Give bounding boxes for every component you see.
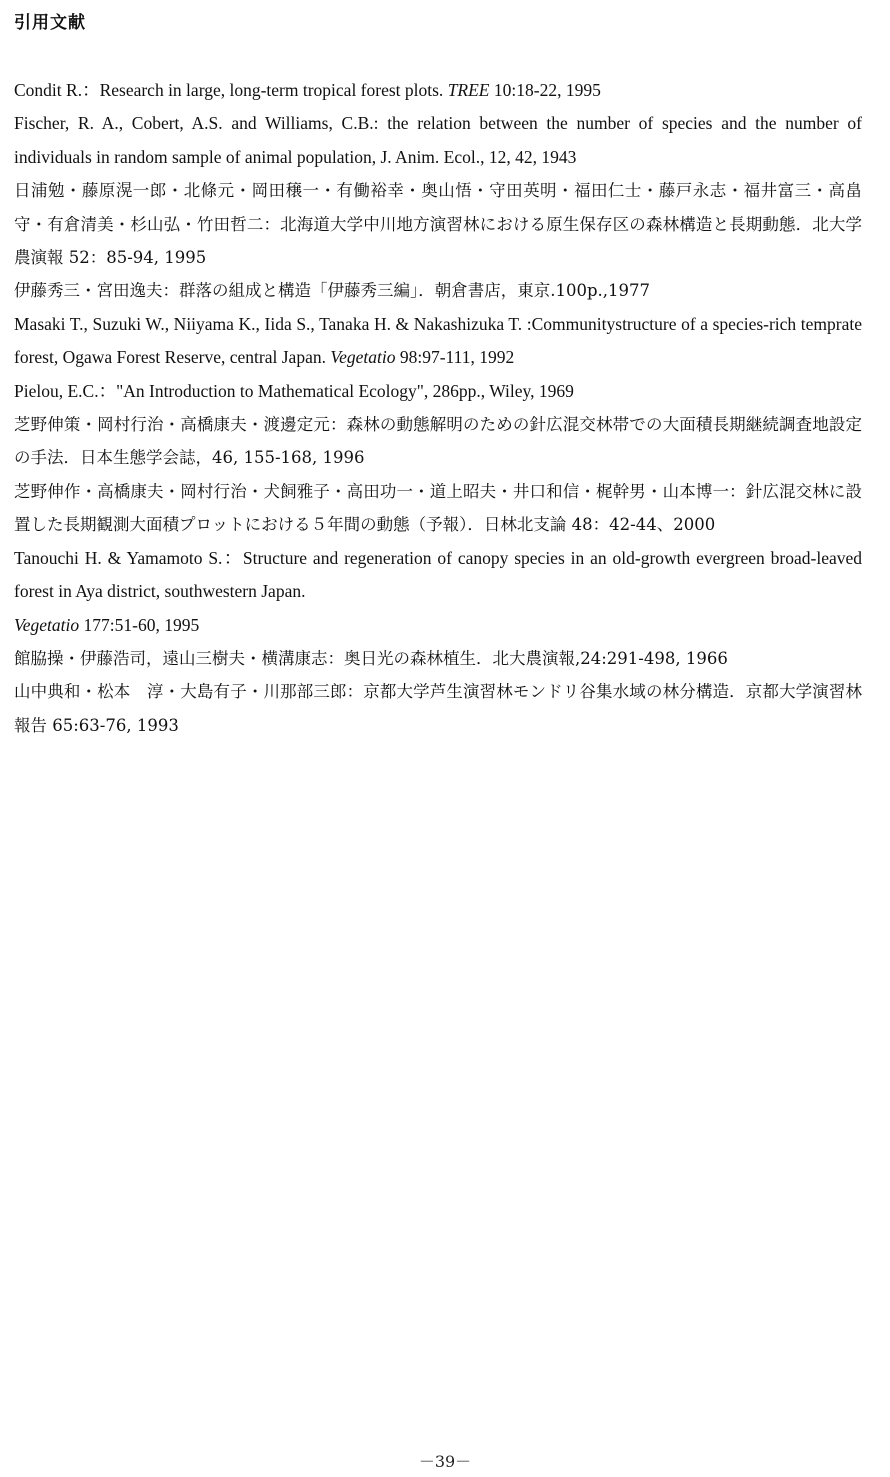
reference-text: Condit R.：Research in large, long-term tropical forest plots. [14, 80, 448, 100]
reference-entry [14, 107, 862, 174]
reference-entry [14, 174, 862, 274]
journal-name: Vegetatio [330, 347, 396, 368]
reference-entry [14, 675, 862, 742]
reference-entry [14, 308, 862, 375]
journal-name: TREE [447, 80, 490, 100]
reference-entry [14, 74, 862, 107]
reference-text: Masaki T., Suzuki W., Niiyama K., Iida S., Tanaka H. & Nakashizuka T. :Communitystructure of a species-rich temprate forest, Ogawa Forest Reserve, central Japan. [14, 313, 862, 368]
reference-text: 伊藤秀三・宮田逸夫：群落の組成と構造「伊藤秀三編」．朝倉書店，東京.100p.,1977 [14, 281, 651, 301]
reference-text: 館脇操・伊藤浩司，遠山三樹夫・横溝康志：奥日光の森林植生．北大農演報,24:291-498, 1966 [14, 648, 728, 668]
reference-text: 芝野伸策・岡村行治・高橋康夫・渡邊定元：森林の動態解明のための針広混交林帯での大面積長期継続調査地設定の手法．日本生態学会誌，46, 155-168, 1996 [14, 415, 862, 468]
reference-text: Fischer, R. A., Cobert, A.S. and Williams, C.B.: the relation between the number of species and the number of individuals in random sample of animal population, J. Anim. Ecol., 12, 42, 1943 [14, 113, 862, 167]
reference-citation: 10:18-22, 1995 [489, 80, 601, 100]
reference-text: 山中典和・松本 淳・大島有子・川那部三郎：京都大学芦生演習林モンドリ谷集水域の林分構造．京都大学演習林報告 65:63-76, 1993 [14, 682, 863, 735]
reference-text: 日浦勉・藤原滉一郎・北條元・岡田穣一・有働裕幸・奥山悟・守田英明・福田仁士・藤戸永志・福井富三・高畠守・有倉清美・杉山弘・竹田哲二：北海道大学中川地方演習林における原生保存区の森林構造と長期動態．北大学農演報 52：85-94, 1995 [14, 181, 863, 268]
reference-entry [14, 408, 862, 475]
page-number: －39－ [418, 1452, 472, 1471]
reference-text: 芝野伸作・高橋康夫・岡村行治・犬飼雅子・高田功一・道上昭夫・井口和信・梶幹男・山本博一：針広混交林に設置した長期観測大面積プロットにおける５年間の動態（予報）．日林北支論 48：42-44、2000 [14, 481, 862, 535]
reference-text: Tanouchi H. & Yamamoto S.：Structure and regeneration of canopy species in an old-growth evergreen broad-leaved forest in Aya district, southwestern Japan. [14, 547, 862, 602]
reference-entry [14, 475, 862, 542]
reference-citation: 177:51-60, 1995 [79, 614, 200, 635]
reference-entry [14, 274, 862, 307]
reference-entry [14, 542, 862, 609]
reference-entry [14, 642, 862, 675]
reference-citation: 98:97-111, 1992 [395, 347, 515, 368]
reference-text: Pielou, E.C.："An Introduction to Mathematical Ecology", 286pp., Wiley, 1969 [14, 380, 574, 401]
journal-name: Vegetatio [14, 614, 80, 635]
reference-list [14, 74, 862, 742]
section-heading: 引用文献 [14, 13, 86, 33]
reference-entry [14, 375, 862, 408]
reference-entry [14, 609, 862, 642]
